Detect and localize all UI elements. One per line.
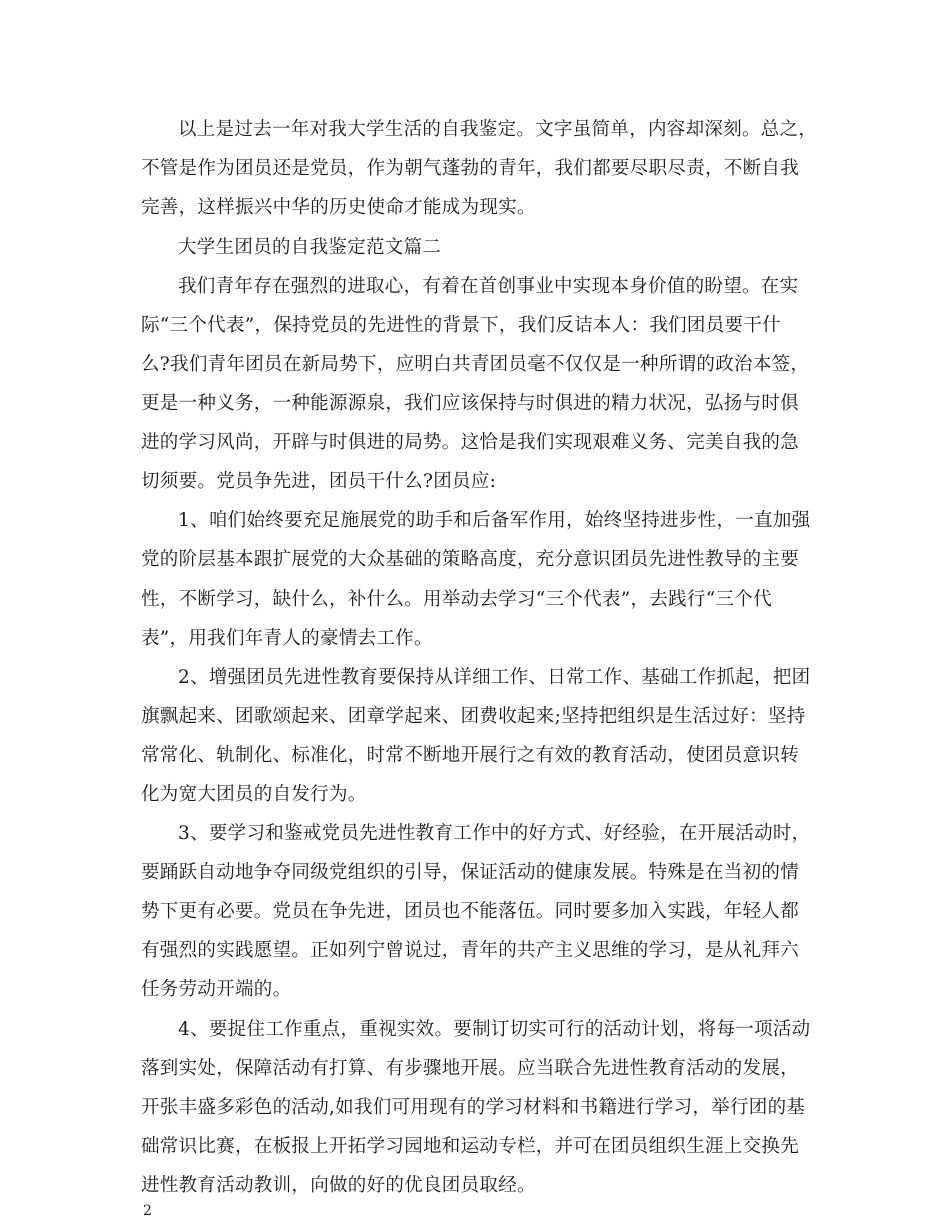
text-line: 切须要。党员争先进，团员干什么?团员应: xyxy=(141,471,497,492)
page-number: 2 xyxy=(143,1203,152,1219)
text-line: 不管是作为团员还是党员，作为朝气蓬勃的青年，我们都要尽职尽责，不断自我 xyxy=(141,158,800,179)
text-line: 落到实处，保障活动有打算、有步骤地开展。应当联合先进性教育活动的发展， xyxy=(141,1058,800,1079)
text-line: 1、咱们始终要充足施展党的助手和后备军作用，始终坚持进步性，一直加强 xyxy=(178,510,811,531)
text-line: 性，不断学习，缺什么，补什么。用举动去学习“三个代表”，去践行“三个代 xyxy=(141,589,772,610)
text-line: 3、要学习和鉴戒党员先进性教育工作中的好方式、好经验，在开展活动时， xyxy=(178,823,811,844)
text-line: 进的学习风尚，开辟与时俱进的局势。这恰是我们实现艰难义务、完美自我的急 xyxy=(141,432,800,453)
text-line: 旗飘起来、团歌颂起来、团章学起来、团费收起来;坚持把组织是生活过好：坚持 xyxy=(141,706,806,727)
text-line: 要踊跃自动地争夺同级党组织的引导，保证活动的健康发展。特殊是在当初的情 xyxy=(141,862,800,883)
text-line: 势下更有必要。党员在争先进，团员也不能落伍。同时要多加入实践，年轻人都 xyxy=(141,901,800,922)
text-line: 完善，这样振兴中华的历史使命才能成为现实。 xyxy=(141,197,536,218)
text-line: 更是一种义务，一种能源源泉，我们应该保持与时俱进的精力状况，弘扬与时俱 xyxy=(141,393,800,414)
text-line: 表”，用我们年青人的豪情去工作。 xyxy=(141,628,433,649)
section-heading: 大学生团员的自我鉴定范文篇二 xyxy=(178,237,442,258)
text-line: 开张丰盛多彩色的活动,如我们可用现有的学习材料和书籍进行学习，举行团的基 xyxy=(141,1097,806,1118)
text-line: 以上是过去一年对我大学生活的自我鉴定。文字虽简单，内容却深刻。总之， xyxy=(178,119,818,140)
text-line: 2、增强团员先进性教育要保持从详细工作、日常工作、基础工作抓起，把团 xyxy=(178,667,811,688)
text-line: 际“三个代表”，保持党员的先进性的背景下，我们反诘本人：我们团员要干什 xyxy=(141,315,781,336)
text-line: 础常识比赛，在板报上开拓学习园地和运动专栏，并可在团员组织生涯上交换先 xyxy=(141,1136,800,1157)
text-line: 4、要捉住工作重点，重视实效。要制订切实可行的活动计划，将每一项活动 xyxy=(178,1019,811,1040)
text-line: 有强烈的实践愿望。正如列宁曾说过，青年的共产主义思维的学习，是从礼拜六 xyxy=(141,940,800,961)
text-line: 任务劳动开端的。 xyxy=(141,979,292,1000)
text-line: 进性教育活动教训，向做的好的优良团员取经。 xyxy=(141,1175,536,1196)
text-line: 我们青年存在强烈的进取心，有着在首创事业中实现本身价值的盼望。在实 xyxy=(178,276,799,297)
text-line: 党的阶层基本跟扩展党的大众基础的策略高度，充分意识团员先进性教导的主要 xyxy=(141,549,800,570)
text-line: 么?我们青年团员在新局势下，应明白共青团员毫不仅仅是一种所谓的政治本签， xyxy=(141,354,810,375)
text-line: 化为宽大团员的自发行为。 xyxy=(141,784,367,805)
text-line: 常常化、轨制化、标准化，时常不断地开展行之有效的教育活动，使团员意识转 xyxy=(141,745,800,766)
